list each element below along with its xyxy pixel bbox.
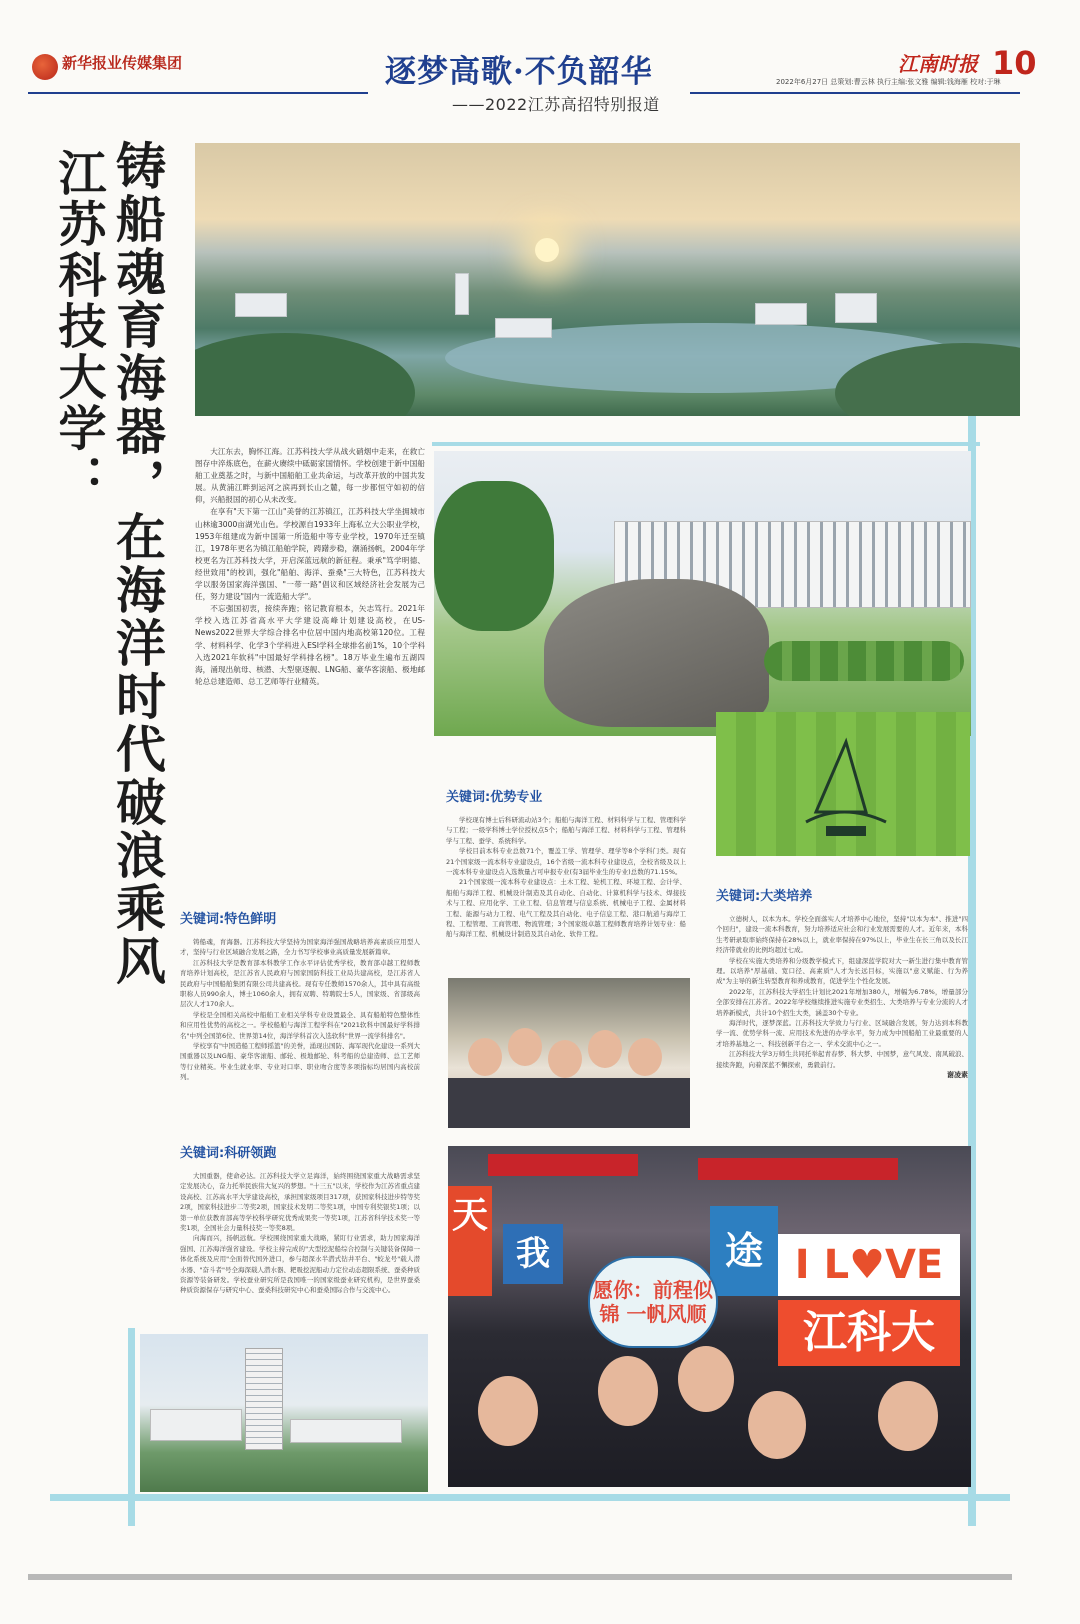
header-rule-left <box>28 92 368 94</box>
headline-sub: 江苏科技大学： <box>50 148 106 505</box>
sign-tian: 天 <box>448 1186 492 1296</box>
sign-wo: 我 <box>503 1224 563 1284</box>
keyword-heading: 关键词:大类培养 <box>716 889 813 904</box>
author: 谢凌素 <box>947 1071 968 1080</box>
research-section <box>180 1142 420 1296</box>
person-shape <box>468 1038 502 1076</box>
campus-rock-photo <box>434 451 971 736</box>
gowns-shape <box>448 1078 690 1128</box>
paragraph: 海洋时代，逐梦深蓝。江苏科技大学致力与行业、区域融合发展，努力达到本科教学一流、优势学科一流、应用技术先进的办学水平，努力成为中国船舶工业最重要的人才培养基地之一、科技创新平台之一、学术交流中心之一。 <box>716 1019 968 1048</box>
section-subtitle: ——2022江苏高招特别报道 <box>452 95 660 114</box>
footer-rule <box>28 1574 1012 1580</box>
banner-shape <box>698 1158 898 1180</box>
building-shape <box>755 303 807 325</box>
paragraph: 大江东去，胸怀江海。江苏科技大学从战火硝烟中走来，在救亡图存中淬炼底色，在薪火赓续中砥砺家国情怀。学校创建于新中国船舶工业奠基之时，与新中国船舶工业共命运，与改革开放的中国共发展。从黄浦江畔到运河之滨再到长山之麓，每一步都恒守如初的信仰，兴船报国的初心从未改变。 <box>195 447 425 505</box>
school-emblem-icon <box>716 712 970 856</box>
person-shape <box>878 1381 938 1451</box>
majors-section <box>446 786 686 940</box>
hedge-shape <box>764 641 964 681</box>
person-shape <box>478 1376 538 1446</box>
person-shape <box>598 1356 658 1426</box>
school-name-sign: 江科大 <box>778 1300 960 1366</box>
headline-main: 铸船魂育海器，在海洋时代破浪乘风 <box>108 140 167 988</box>
paragraph: 2022年，江苏科技大学招生计划比2021年增加380人，增幅为6.78%，增量部分全部安排在江苏省。2022年学校继续推进实施专业类招生、大类培养与专业分流的人才培养新模式，共计10个招生大类，涵盖30个专业。 <box>716 987 968 1017</box>
paragraph: 向海而兴，扬帆远航。学校围绕国家重大战略，紧盯行业需求，助力国家海洋强国、江苏海洋强省建设。学校主持完成的"大型挖泥船综合控制与关键装备保障一体化系统及应用"全面替代国外进口，参与超深水半潜式钻井平台、"蛟龙号"载人潜水器、"奋斗者"号全海深载人潜水器、耙吸挖泥船动力定位动态超限系统、蚕桑种质资源等装备研发。学校蚕业研究所是我国唯一的国家级蚕业研究机构，是世界蚕桑种质资源保存与研究中心、蚕桑科技研究中心和蚕桑国际合作与交流中心。 <box>180 1234 420 1295</box>
graduates-group-photo <box>448 978 690 1128</box>
person-shape <box>548 1040 582 1078</box>
frame-line-mid <box>432 442 980 446</box>
field-logo-photo <box>716 712 970 856</box>
trees-shape <box>434 481 554 631</box>
paragraph: 学校是全国相关高校中船舶工业相关学科专业设置最全、具有船舶特色整体性和应用性优势的高校之一。学校船舶与海洋工程学科在"2021软科中国最好学科排名"中列全国第6位、世界第14位，海洋学科首次入选软科"世界一流学科排名"。 <box>180 1010 420 1040</box>
section-title: 逐梦高歌·不负韶华 <box>385 54 653 90</box>
sun-glow <box>535 238 559 262</box>
banner-shape <box>488 1154 638 1176</box>
inscribed-rock-shape <box>544 579 769 727</box>
paragraph: 学校享有"中国造船工程师摇篮"的美誉，涌现出国防、海军现代化建设一系列大国重器以及LNG船、豪华客滚船、邮轮、极地邮轮、科考船的总建造师、总工艺师等行业精英。毕业生就业率、专业对口率、职业吻合度等多项指标均居国内高校前列。 <box>180 1042 420 1082</box>
campus-panorama-photo <box>195 143 1020 416</box>
person-shape <box>588 1030 622 1068</box>
building-shape <box>245 1348 283 1450</box>
paragraph: 江苏科技大学是教育部本科教学工作水平评估优秀学校，教育部卓越工程师教育培养计划高校，是江苏省人民政府与国家国防科技工业局共建高校，是江苏省人民政府与中国船舶集团有限公司共建高校。现有专任教师1570余人，其中具有高级职称人员990余人，博士1060余人，拥有双聘、特聘院士5人，国家级、省部级高层次人才170余人。 <box>180 958 420 1009</box>
building-shape <box>290 1419 402 1443</box>
paragraph: 学校现有博士后科研流动站3个；船舶与海洋工程、材料科学与工程、管理科学与工程；一级学科博士学位授权点5个；船舶与海洋工程、材料科学与工程、管理科学与工程、蚕学、系统科学。 <box>446 816 686 845</box>
keyword-heading: 关键词:科研领跑 <box>180 1146 277 1161</box>
header-rule-right <box>690 92 1020 94</box>
frame-line-bottom <box>50 1494 1010 1501</box>
person-shape <box>628 1038 662 1076</box>
paragraph: 江苏科技大学3万师生共同托举起青春梦、科大梦、中国梦，意气风发、南风破浪、接续奔跑，向着深蓝不懈探索，勇毅前行。 <box>716 1050 968 1069</box>
keyword-heading: 关键词:优势专业 <box>446 790 543 805</box>
paper-name: 江南时报 <box>898 52 978 76</box>
paragraph: 立德树人，以本为本。学校全面落实人才培养中心地位，坚持"以本为本"、推进"四个回归"，建设一流本科教育，努力培养适应社会和行业发展需要的人才。近年来，本科生考研录取率始终保持在28%以上，就业率保持在97%以上，毕业生在长三角以及长江经济带就业的比例均超过七成。 <box>716 915 968 955</box>
person-shape <box>748 1391 806 1459</box>
building-shape <box>495 318 552 338</box>
paragraph: 在享有"天下第一江山"美誉的江苏镇江，江苏科技大学坐拥城市山林逾3000亩湖光山色。学校源自1933年上海私立大公职业学校，1953年组建成为新中国第一所造船中等专业学校，1970年迁至镇江，1978年更名为镇江船舶学院，踌躇步稳，潮涌扬帆，2004年学校更名为江苏科技大学，开启深蓝远航的新征程。秉承"笃学明德、经世致用"的校训，强化"船舶、海洋、蚕桑"三大特色，江苏科技大学以服务国家海洋强国、"一带一路"倡议和区域经济社会发展为己任，努力建设"国内一流造船大学"。 <box>195 507 425 602</box>
tower-building-photo <box>140 1334 428 1492</box>
paragraph: 学校目前本科专业总数71个，覆盖工学、管理学、理学等8个学科门类。现有21个国家级一流本科专业建设点，16个省级一流本科专业建设点，全校省级及以上一流本科专业建设点入选数量占可申报专业(有3届毕业生的专业)总数的71.15%。 <box>446 847 686 877</box>
paragraph: 不忘强国初衷，接续奔跑；铭记教育根本，矢志笃行。2021年学校入选江苏省高水平大学建设高峰计划建设高校，在US-News2022世界大学综合排名中位居中国内地高校第120位。工程学、材料科学、化学3个学科进入ESI学科全球排名前1%，10个学科入选2021年软科"中国最好学科排名榜"。18万毕业生遍布五湖四海，涌现出航母、核潜、大型驱逐舰、LNG船、豪华客滚船、极地邮轮总总建造师、总工艺师等行业精英。 <box>195 604 425 686</box>
building-shape <box>455 273 469 315</box>
date-editors-line: 2022年6月27日 总策划:曹云林 执行主编:张文雅 编辑:钱海雁 校对:于琳 <box>776 78 1001 86</box>
hill-shape <box>195 333 415 416</box>
paragraph: 铸船魂，育海器。江苏科技大学坚持为国家海洋强国战略培养高素质应用型人才，坚持与行业区域融合发展之路，全力书写学校事业高质量发展新篇章。 <box>180 938 420 957</box>
training-section <box>716 885 968 1080</box>
graduation-crowd-photo <box>448 1146 971 1487</box>
paragraph: 大国重器，使命必达。江苏科技大学立足海洋，始终围绕国家重大战略需求坚定发展决心，奋力托举民族伟大复兴的梦想。"十三五"以来，学校作为江苏省重点建设高校、江苏高水平大学建设高校，承担国家级项目317项，获国家科技进步特等奖2项，国家科技进步二等奖2项，国家技术发明二等奖1项，中国专利奖银奖1项；以第一单位获教育部高等学校科学研究优秀成果奖一等奖1项，江苏省科学技术奖一等奖1项，全国社会力量科技奖一等奖8项。 <box>180 1172 420 1233</box>
paragraph: 21个国家级一流本科专业建设点：土木工程、轮机工程、环境工程、会计学、船舶与海洋工程、机械设计制造及其自动化、自动化、计算机科学与技术、焊接技术与工程、应用化学、工业工程、信息管理与信息系统、机械电子工程、金属材料工程、能源与动力工程、电气工程及其自动化、电子信息工程、港口航道与海岸工程、工程管理、工商管理、物流管理；3个国家级卓越工程师教育培养计划专业：船舶与海洋工程、机械设计制造及其自动化、软件工程。 <box>446 878 686 939</box>
paragraph: 学校在实施大类培养和分级教学模式下，组建深蓝学院对大一新生进行集中教育管理。以培养"厚基础、宽口径、高素质"人才为长远目标，实施以"意义赋能、行为养成"为主导的新生转型教育和养成教育，促进学生个性化发展。 <box>716 956 968 986</box>
intro-text <box>195 446 425 688</box>
feature-section <box>180 908 420 1083</box>
person-shape <box>678 1346 734 1412</box>
building-shape <box>235 293 287 317</box>
page-number: 10 <box>992 44 1037 82</box>
wish-bubble-sign: 愿你：前程似锦 一帆风顺 <box>588 1256 718 1348</box>
i-love-sign: I L♥VE <box>778 1234 960 1296</box>
sign-tu: 途 <box>710 1206 778 1296</box>
building-shape <box>150 1409 242 1441</box>
building-shape <box>835 293 877 323</box>
keyword-heading: 关键词:特色鲜明 <box>180 912 277 927</box>
group-logo-icon <box>32 54 58 80</box>
group-name: 新华报业传媒集团 <box>62 54 183 72</box>
person-shape <box>508 1028 542 1066</box>
